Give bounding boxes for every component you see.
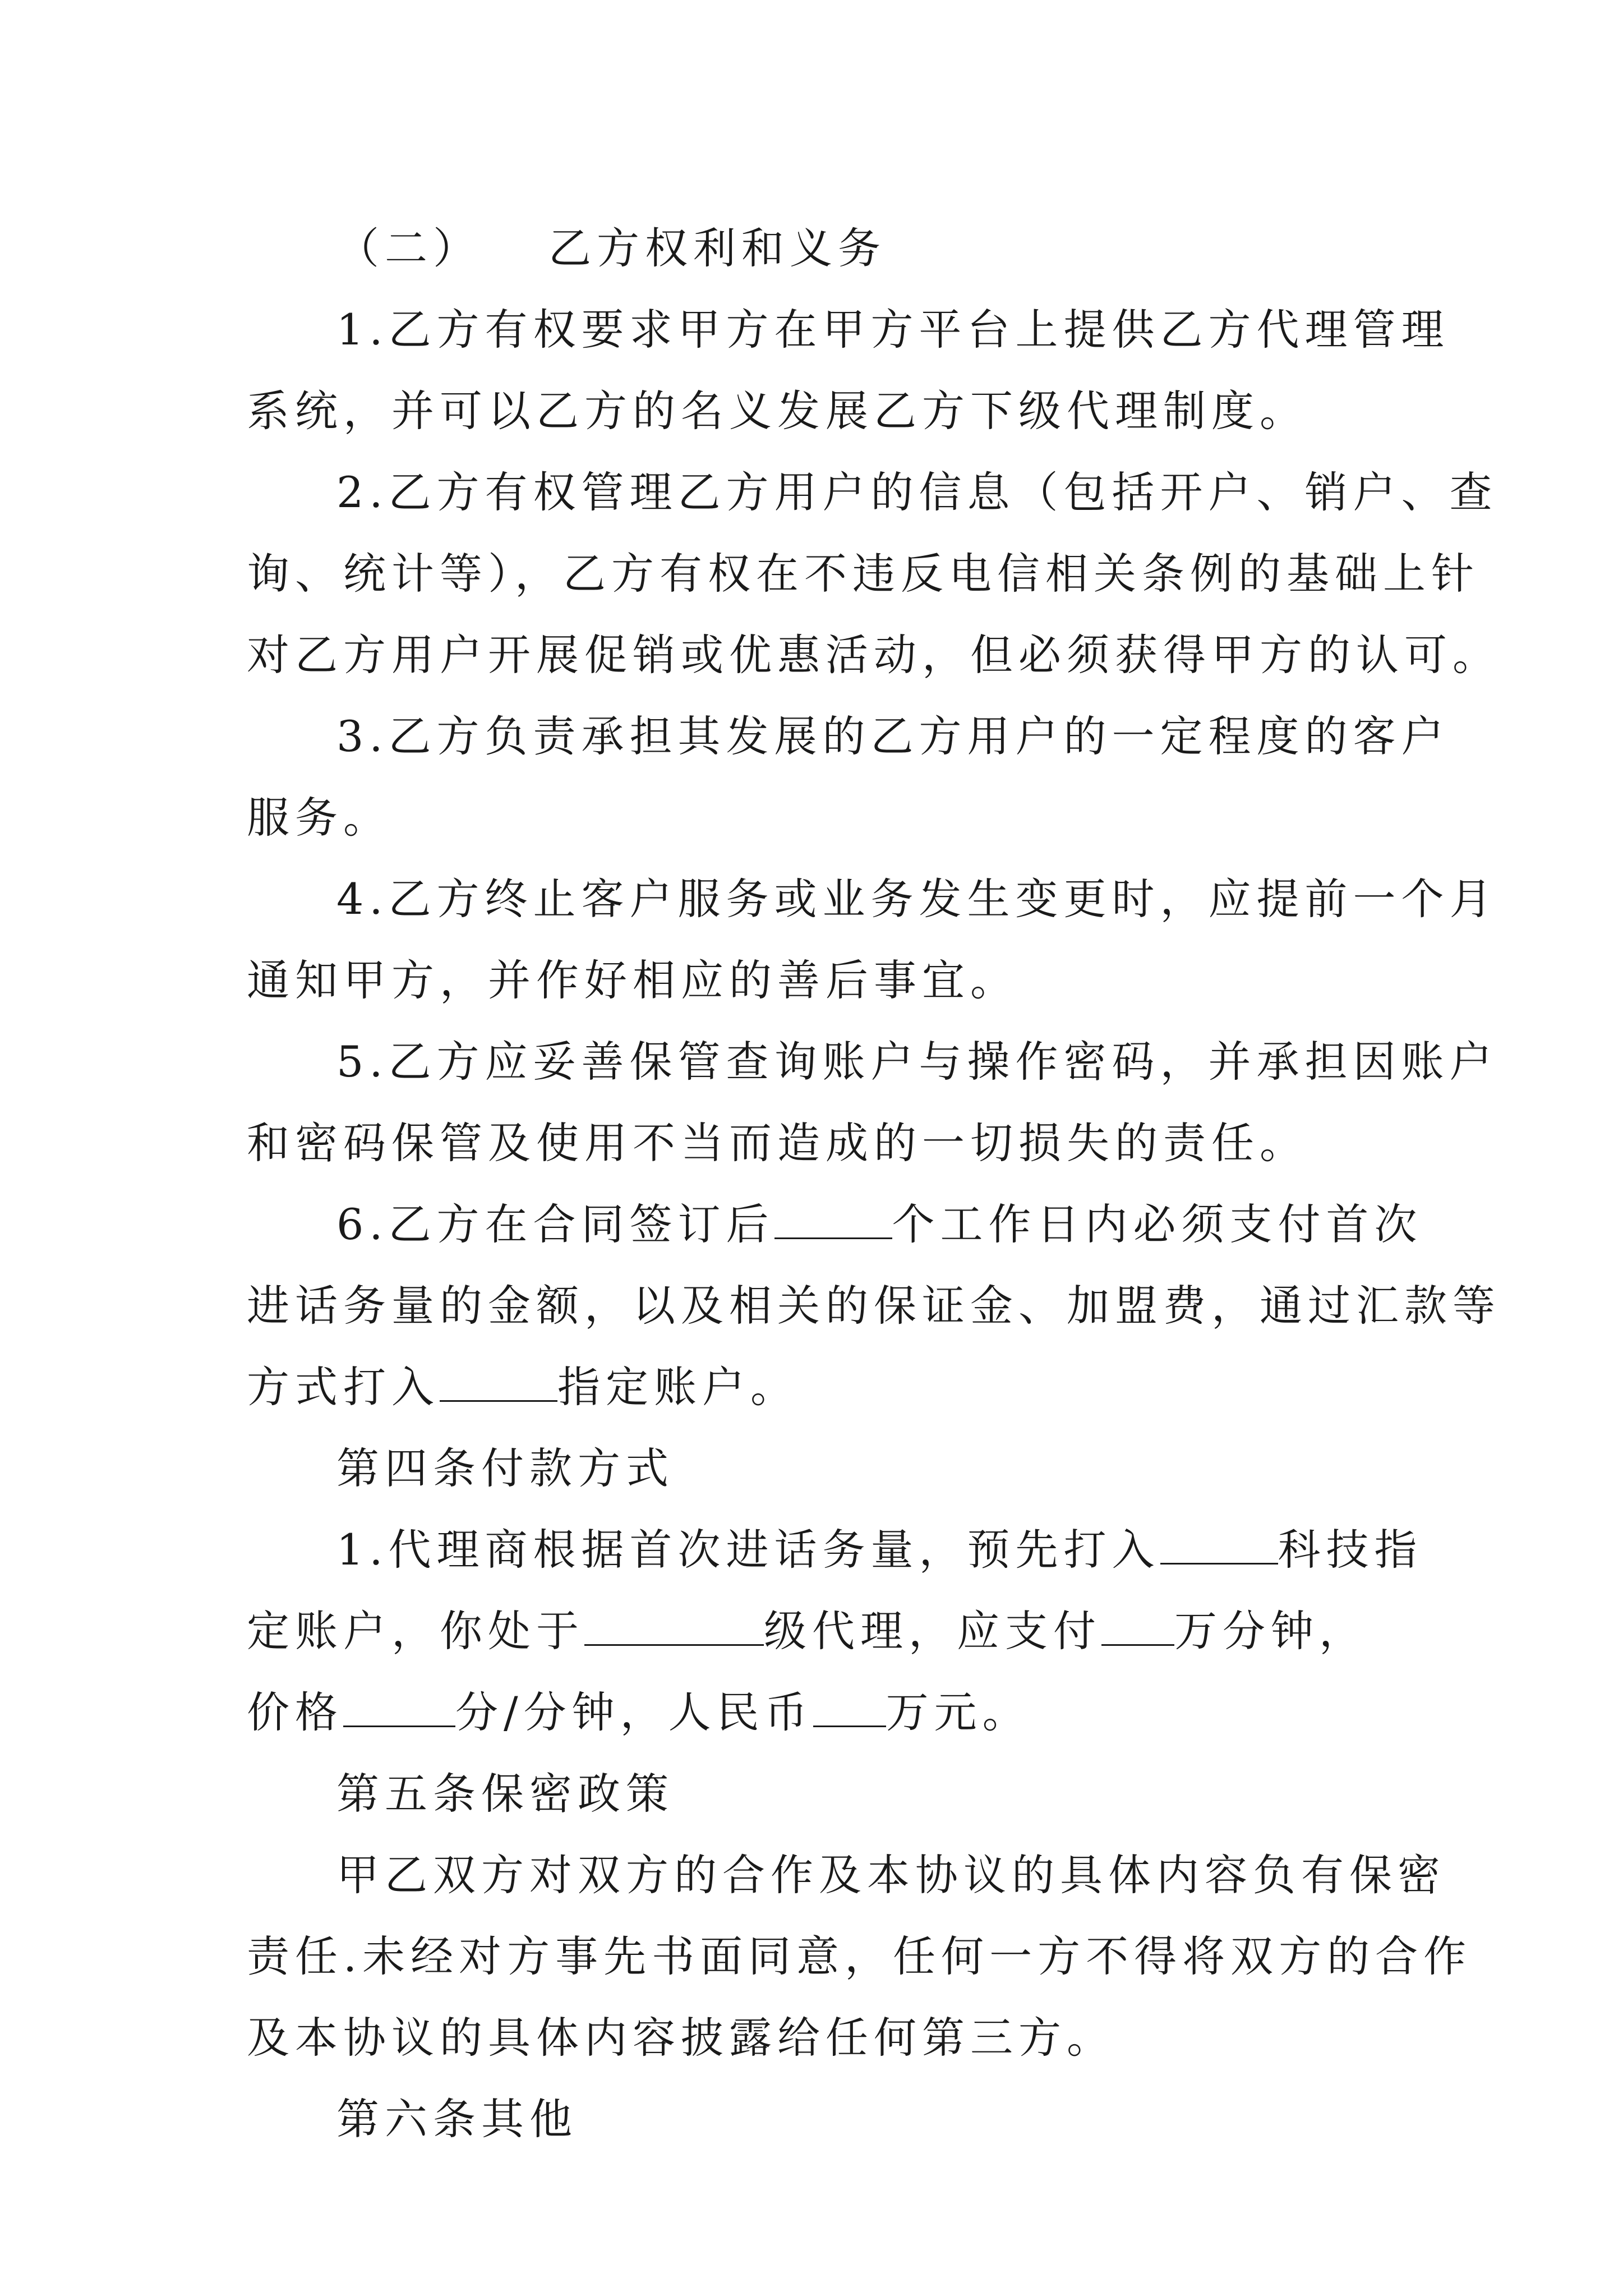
blank-price — [343, 1690, 455, 1727]
paragraph-4-line-2: 通知甲方，并作好相应的善后事宜。 — [247, 955, 1018, 1005]
paragraph-5-line-2: 和密码保管及使用不当而造成的一切损失的责任。 — [247, 1118, 1308, 1168]
article-4-text-b: 科技指 — [1278, 1525, 1423, 1575]
paragraph-2-line-3: 对乙方用户开展促销或优惠活动，但必须获得甲方的认可。 — [247, 630, 1501, 680]
article-4-line-1 — [247, 1509, 1423, 1590]
article-4-text-h: 万元。 — [886, 1687, 1031, 1737]
paragraph-2-line-1: 2.乙方有权管理乙方用户的信息（包括开户、销户、查 — [336, 467, 1498, 517]
section-heading — [247, 208, 1391, 289]
article-5-line-1: 甲乙双方对双方的合作及本协议的具体内容负有保密 — [336, 1850, 1446, 1900]
article-5-line-3: 及本协议的具体内容披露给任何第三方。 — [247, 2013, 1115, 2063]
section-number: （二） — [336, 223, 481, 273]
paragraph-1-line-1: 1.乙方有权要求甲方在甲方平台上提供乙方代理管理 — [336, 305, 1450, 355]
paragraph-4-line-1: 4.乙方终止客户服务或业务发生变更时，应提前一个月 — [336, 874, 1498, 924]
article-4-text-e: 万分钟， — [1174, 1606, 1367, 1656]
article-4-line-3 — [247, 1672, 1391, 1753]
article-5-heading: 第五条保密政策 — [336, 1769, 674, 1819]
article-4-text-c: 定账户，你处于 — [247, 1606, 584, 1656]
paragraph-1-line-2: 系统，并可以乙方的名义发展乙方下级代理制度。 — [247, 386, 1308, 436]
paragraph-6-line-1 — [247, 1184, 1423, 1265]
blank-account-holder — [440, 1364, 557, 1402]
paragraph-5-line-1: 5.乙方应妥善保管查询账户与操作密码，并承担因账户 — [336, 1037, 1498, 1087]
article-4-text-a: 1.代理商根据首次进话务量，预先打入 — [336, 1525, 1160, 1575]
paragraph-3-line-2: 服务。 — [247, 793, 391, 843]
paragraph-3-line-1: 3.乙方负责承担其发展的乙方用户的一定程度的客户 — [336, 711, 1450, 761]
blank-company-name — [1160, 1527, 1278, 1565]
article-4-text-f: 价格 — [247, 1687, 343, 1737]
article-6-heading: 第六条其他 — [336, 2094, 578, 2144]
paragraph-6-text-a: 6.乙方在合同签订后 — [336, 1199, 774, 1249]
paragraph-6-line-3 — [247, 1346, 1391, 1428]
blank-working-days — [774, 1202, 892, 1239]
article-4-heading: 第四条付款方式 — [336, 1443, 674, 1493]
blank-rmb-amount — [813, 1690, 886, 1727]
blank-minutes — [1101, 1608, 1174, 1646]
article-5-line-2: 责任.未经对方事先书面同意，任何一方不得将双方的合作 — [247, 1931, 1472, 1981]
paragraph-6-line-2: 进话务量的金额，以及相关的保证金、加盟费，通过汇款等 — [247, 1281, 1501, 1331]
document-body — [247, 208, 1501, 2160]
section-title: 乙方权利和义务 — [548, 223, 886, 273]
paragraph-2-line-2: 询、统计等），乙方有权在不违反电信相关条例的基础上针 — [247, 549, 1479, 599]
article-4-line-2 — [247, 1590, 1391, 1672]
paragraph-6-text-d: 指定账户。 — [557, 1362, 799, 1412]
paragraph-6-text-c: 方式打入 — [247, 1362, 440, 1412]
paragraph-6-text-b: 个工作日内必须支付首次 — [892, 1199, 1423, 1249]
article-4-text-d: 级代理，应支付 — [764, 1606, 1101, 1656]
article-4-text-g: 分/分钟，人民币 — [455, 1687, 813, 1737]
blank-agent-level — [584, 1608, 764, 1646]
